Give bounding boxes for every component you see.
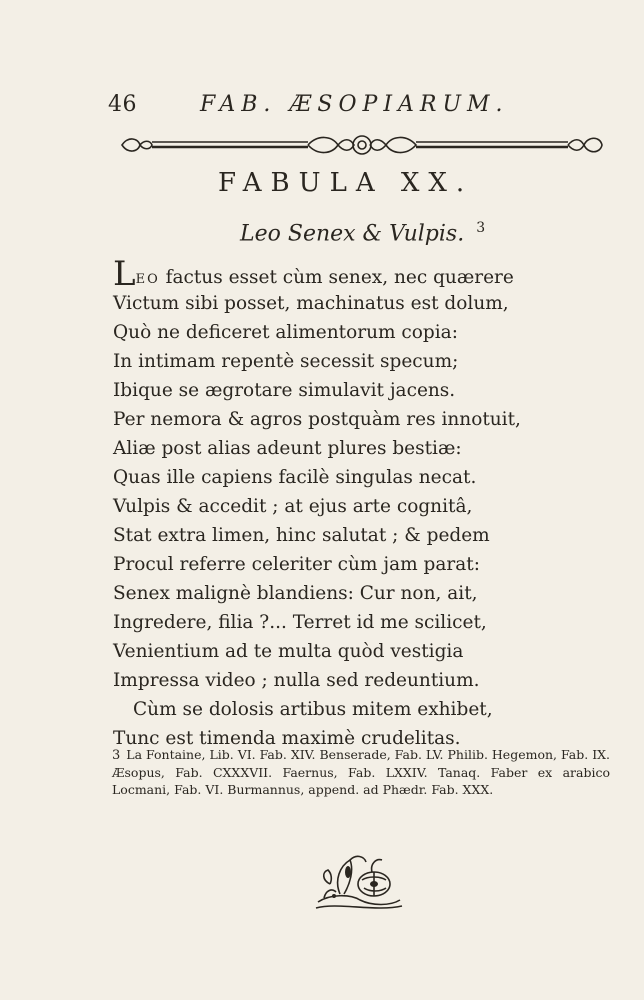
footnote [112, 746, 610, 798]
verse-line: Tunc est timenda maximè crudelitas. [113, 728, 461, 749]
small-caps: EO [135, 272, 160, 287]
verse-line-first [113, 254, 514, 294]
verse-line: Senex malignè blandiens: Cur non, ait, [113, 583, 478, 604]
verse-line: Aliæ post alias adeunt plures bestiæ: [113, 438, 462, 459]
fable-subtitle [240, 220, 485, 246]
floral-tailpiece-icon [310, 850, 406, 916]
fable-verse [113, 254, 521, 753]
verse-line-text: factus esset cùm senex, nec quærere [159, 267, 514, 288]
running-head [108, 92, 528, 122]
verse-line: Venientium ad te multa quòd vestigia [113, 641, 464, 662]
drop-cap: L [113, 254, 136, 294]
footnote-text: La Fontaine, Lib. VI. Fab. XIV. Benserade, Fab. LV. Philib. Hegemon, Fab. IX. Æsopus, Fab. CXXXVII. Faernus, Fab. LXXIV. Tanaq. Faber ex arabico Locmani, Fab. VI. Burmannus, append. ad Phædr. Fab. XXX. [112, 747, 611, 797]
verse-line: Victum sibi posset, machinatus est dolum, [113, 293, 509, 314]
running-title: FAB. ÆSOPIARUM. [200, 92, 509, 117]
verse-line: Ibique se ægrotare simulavit jacens. [113, 380, 456, 401]
footnote-marker: 3 [112, 748, 121, 763]
verse-line: Stat extra limen, hinc salutat ; & pedem [113, 525, 490, 546]
verse-line: Vulpis & accedit ; at ejus arte cognitâ, [113, 496, 473, 517]
verse-line: Quas ille capiens facilè singulas necat. [113, 467, 477, 488]
fable-title: FABULA XX. [218, 168, 474, 198]
verse-line: Ingredere, filia ?... Terret id me scilicet, [113, 612, 487, 633]
fable-subtitle-text: Leo Senex & Vulpis. [240, 221, 465, 247]
verse-line: Per nemora & agros postquàm res innotuit, [113, 409, 521, 430]
verse-line: Cùm se dolosis artibus mitem exhibet, [133, 699, 493, 720]
footnote-reference: 3 [476, 220, 486, 236]
page-number: 46 [108, 92, 137, 117]
ornament-rule-icon [118, 128, 606, 162]
verse-line: Impressa video ; nulla sed redeuntium. [113, 670, 480, 691]
verse-line: In intimam repentè secessit specum; [113, 351, 459, 372]
verse-line: Procul referre celeriter cùm jam parat: [113, 554, 480, 575]
verse-line: Quò ne deficeret alimentorum copia: [113, 322, 458, 343]
